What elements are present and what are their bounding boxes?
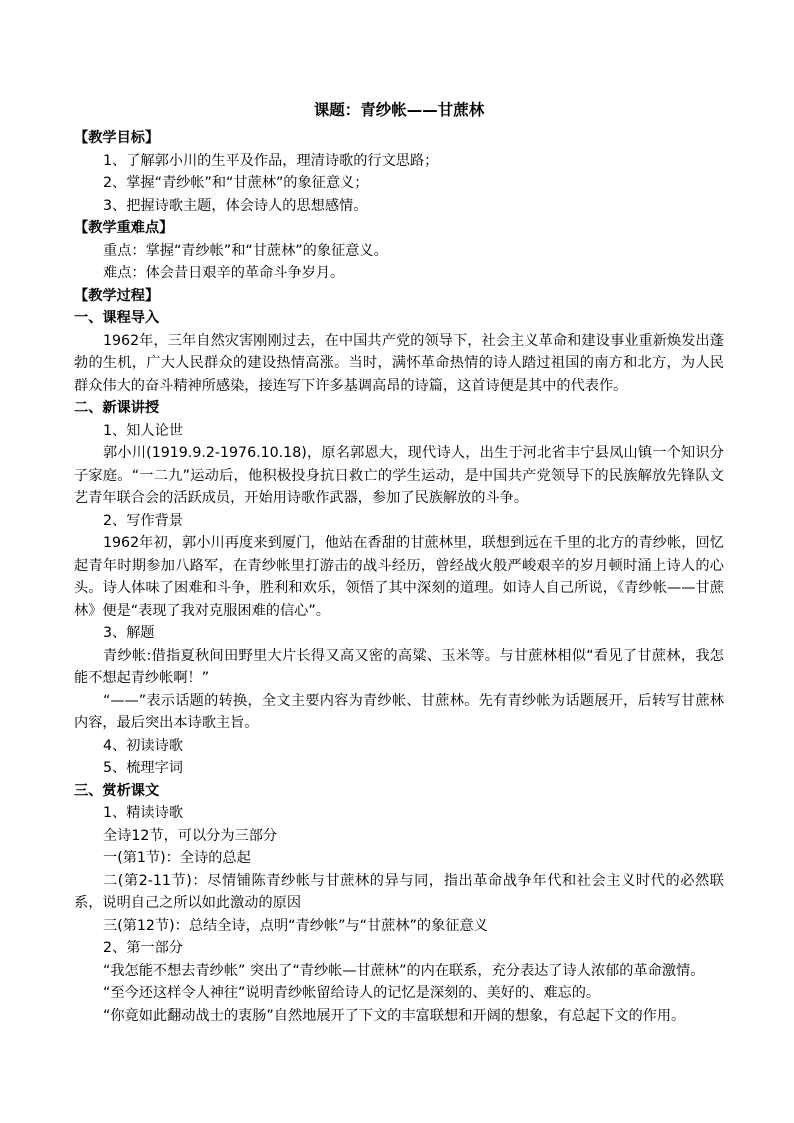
section-heading: 三、赏析课文	[74, 782, 160, 799]
paragraph: 1962年初，郭小川再度来到厦门，他站在香甜的甘蔗林里，联想到远在千里的北方的青纱帐，回忆起青年时期参加八路军，在青纱帐里打游击的战斗经历，曾经战火般严峻艰辛的岁月顿时涌上诗人的心头。诗人体味了困难和斗争，胜利和欢乐，领悟了其中深刻的道理。如诗人自己所说，《青纱帐——甘蔗林》便是“表现了我对克服困难的信心”。	[74, 535, 724, 619]
section-heading: 二、新课讲授	[74, 400, 160, 416]
page-title: 课题：青纱帐——甘蔗林	[313, 101, 485, 119]
section-heading: 一、课程导入	[74, 310, 160, 326]
indented-line: 一(第1节)：全诗的总起	[103, 850, 251, 866]
indented-line: 2、写作背景	[103, 512, 183, 529]
indented-line: 2、第一部分	[103, 940, 183, 956]
indented-line: 2、掌握“青纱帐”和“甘蔗林”的象征意义；	[103, 175, 369, 191]
section-heading: 【教学过程】	[74, 287, 160, 304]
indented-line: 3、解题	[103, 625, 155, 641]
indented-line: 重点：掌握“青纱帐”和“甘蔗林”的象征意义。	[103, 242, 388, 259]
paragraph: “至今还这样令人神往”说明青纱帐留给诗人的记忆是深刻的、美好的、难忘的。	[103, 985, 601, 1001]
paragraph: “你竟如此翻动战士的衷肠”自然地展开了下文的丰富联想和开阔的想象，有总起下文的作用。	[103, 1007, 686, 1024]
paragraph: 二(第2-11节)：尽情铺陈青纱帐与甘蔗林的异与同，指出革命战争年代和社会主义时代的必然联系，说明自己之所以如此激动的原因	[74, 872, 724, 911]
paragraph: “——”表示话题的转换，全文主要内容为青纱帐、甘蔗林。先有青纱帐为话题展开，后转写甘蔗林内容，最后突出本诗歌主旨。	[74, 692, 724, 731]
section-heading: 【教学目标】	[74, 130, 160, 146]
paragraph: 1962年，三年自然灾害刚刚过去，在中国共产党的领导下，社会主义革命和建设事业重新焕发出蓬勃的生机，广大人民群众的建设热情高涨。当时，满怀革命热情的诗人踏过祖国的南方和北方，为人民群众伟大的奋斗精神所感染，接连写下许多基调高昂的诗篇，这首诗便是其中的代表作。	[74, 332, 724, 394]
indented-line: 3、把握诗歌主题，体会诗人的思想感情。	[103, 197, 368, 214]
indented-line: 1、精读诗歌	[103, 805, 183, 821]
paragraph: 郭小川(1919.9.2-1976.10.18)，原名郭恩大，现代诗人，出生于河北省丰宁县凤山镇一个知识分子家庭。“一二九”运动后，他积极投身抗日救亡的学生运动，是中国共产党领导下的民族解放先锋队文艺青年联合会的活跃成员，开始用诗歌作武器，参加了民族解放的斗争。	[74, 445, 724, 506]
indented-line: 5、梳理字词	[103, 760, 183, 776]
indented-line: 4、初读诗歌	[103, 737, 183, 754]
indented-line: 三(第12节)：总结全诗，点明“青纱帐”与“甘蔗林”的象征意义	[103, 917, 488, 934]
indented-line: 1、了解郭小川的生平及作品，理清诗歌的行文思路；	[103, 152, 439, 169]
paragraph: “我怎能不想去青纱帐” 突出了“青纱帐—甘蔗林”的内在联系，充分表达了诗人浓郁的革命激情。	[103, 962, 705, 979]
indented-line: 全诗12节，可以分为三部分	[103, 827, 278, 844]
indented-line: 难点：体会昔日艰辛的革命斗争岁月。	[103, 265, 345, 281]
indented-line: 1、知人论世	[103, 422, 183, 439]
paragraph: 青纱帐:借指夏秋间田野里大片长得又高又密的高粱、玉米等。与甘蔗林相似“看见了甘蔗林，我怎能不想起青纱帐啊！”	[74, 647, 724, 686]
section-heading: 【教学重难点】	[74, 220, 174, 236]
document-body	[74, 127, 724, 1027]
